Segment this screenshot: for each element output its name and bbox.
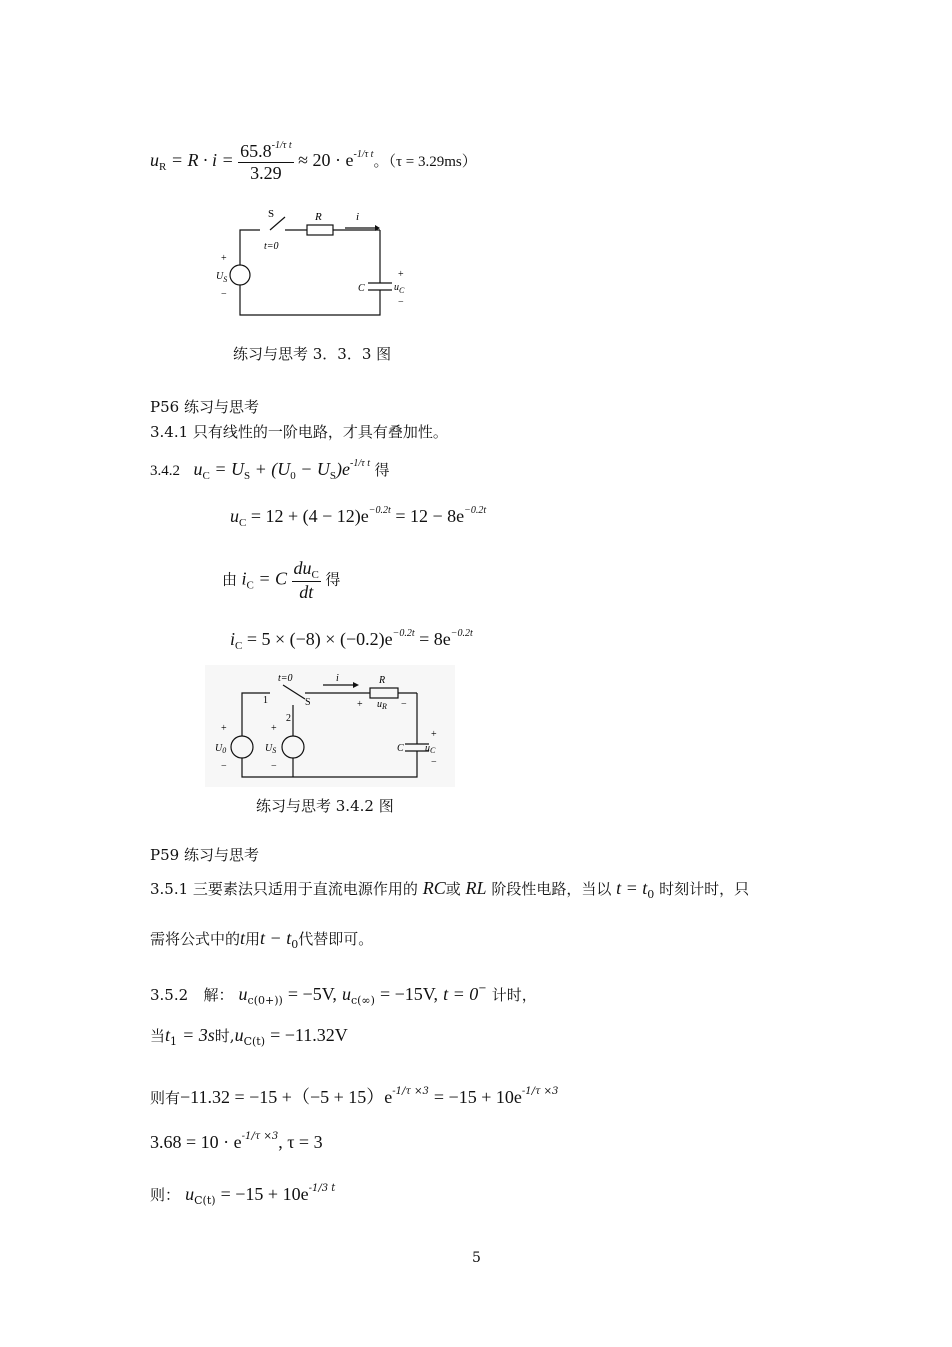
label2-p3: + xyxy=(431,729,437,740)
eq-ic-sub: C xyxy=(246,579,254,592)
eq3b: = −15 + 10e xyxy=(433,1087,522,1107)
label2-minus-ur: − xyxy=(401,699,407,710)
t1-val: = 3s xyxy=(182,1025,215,1045)
label2-m2: − xyxy=(271,761,277,772)
t1-sub: 1 xyxy=(170,1035,178,1048)
label-plus1: + xyxy=(221,253,227,264)
l351-part-e: 代替即可。 xyxy=(298,930,374,948)
dang: 当 xyxy=(150,1027,166,1045)
eq-342-lhs: u xyxy=(193,459,203,479)
eq-342-de: 得 xyxy=(374,463,390,479)
label2-p1: + xyxy=(221,723,227,734)
source-us xyxy=(230,265,250,285)
label2-plus-ur: + xyxy=(357,699,363,710)
l351-yong: 用 xyxy=(245,930,261,948)
eq-uc-lhs: u xyxy=(230,506,239,526)
label-c: C xyxy=(358,283,365,294)
label2-uc: $u_C$ xyxy=(425,743,436,755)
eq4: 3.68 = 10 · e xyxy=(150,1132,242,1152)
fig2-caption: 练习与思考 3.4.2 图 xyxy=(256,797,394,815)
uct: u xyxy=(234,1025,244,1045)
eq-ur-note: 。（τ = 3.29ms） xyxy=(373,154,477,171)
fig1-caption: 练习与思考 3．3．3 图 xyxy=(233,345,392,363)
label2-p2: + xyxy=(271,723,277,734)
l352-u2-sub: c(∞) xyxy=(350,994,375,1007)
p59-line-dang xyxy=(150,1025,348,1048)
eq3b-exp: -1/τ ×3 xyxy=(521,1086,559,1097)
label2-i: i xyxy=(336,673,339,684)
eq5-lhs: u xyxy=(185,1184,195,1204)
eq-ic-you: 由 xyxy=(222,572,238,589)
label-uc: $u_C$ xyxy=(394,282,405,295)
eq-ur-den: 3.29 xyxy=(250,163,282,183)
label2-t0: t=0 xyxy=(278,673,293,684)
resistor-r xyxy=(307,225,333,235)
l351-rc: RC xyxy=(422,878,446,898)
l351-or: 或 xyxy=(445,880,461,898)
wire-left-bottom xyxy=(240,230,380,315)
l352-u1-val: = −5V, xyxy=(287,984,337,1004)
label2-m3: − xyxy=(431,757,437,768)
eq-icres-exp: −0.2t xyxy=(392,628,415,639)
eq-uc-sub: C xyxy=(239,517,247,529)
label2-n2: 2 xyxy=(286,713,291,724)
label2-m1: − xyxy=(221,761,227,772)
eq-uc-rhs: = 12 + (4 − 12)e xyxy=(250,506,369,526)
label-us: $U_S$ xyxy=(216,271,228,284)
eq-342-rhs-sub2: 0 xyxy=(290,470,296,482)
l351-t-eq: t = t xyxy=(616,878,648,898)
eq-342 xyxy=(150,458,390,482)
eq-ic-lhs: i xyxy=(241,568,247,589)
eq3-exp: -1/τ ×3 xyxy=(392,1086,429,1097)
eq-ur-expr: = R · i = xyxy=(170,150,234,171)
eq-ur-fraction xyxy=(238,140,293,184)
eq-icres-sub: C xyxy=(235,640,243,652)
eq-ur-num-exp: -1/τ t xyxy=(271,140,292,151)
label2-u0: $U_0$ xyxy=(215,743,227,755)
label2-c: C xyxy=(397,743,404,754)
l351-t-minus-sub: 0 xyxy=(291,938,299,951)
eq-ic-eq: = C xyxy=(258,568,288,589)
p56-heading: P56 练习与思考 xyxy=(150,398,259,416)
ze: 则： xyxy=(150,1186,181,1204)
eq-ic-den: dt xyxy=(299,582,314,602)
l351-part-c: 时刻计时，只 xyxy=(659,880,750,898)
l351-part-b: 阶段性电路，当以 xyxy=(491,880,612,898)
eq-uc-exp2: −0.2t xyxy=(464,505,487,516)
l351-t-eq-sub: 0 xyxy=(647,888,655,901)
eq-uc-exp: −0.2t xyxy=(368,505,391,516)
circuit-diagram-333 xyxy=(210,205,410,330)
eq-ur-num: 65.8 xyxy=(240,141,272,161)
eq-ur-approx: ≈ 20 · e xyxy=(298,150,354,171)
l352-u2-val: = −15V, xyxy=(380,984,438,1004)
eq-ic-num-sub: C xyxy=(311,569,319,581)
l351-t-var: t xyxy=(240,928,246,948)
eq-342-rhs: = U xyxy=(214,459,244,479)
label-s: S xyxy=(268,208,275,220)
label-minus1: − xyxy=(221,289,227,300)
label2-s: S xyxy=(305,697,311,708)
eq-342-rhs7: )e xyxy=(336,459,351,479)
eq-342-rhs5: − U xyxy=(300,459,330,479)
l352-jie: 解： xyxy=(203,986,234,1004)
eq5-sub: C(t) xyxy=(194,1194,216,1207)
page-number: 5 xyxy=(472,1250,481,1266)
label-i: i xyxy=(356,211,360,223)
eq-icres-lhs: i xyxy=(230,629,236,649)
zeyou: 则有 xyxy=(150,1089,181,1107)
p59-eq5 xyxy=(150,1183,335,1207)
l351-t-minus: t − t xyxy=(260,928,292,948)
label-plus2: + xyxy=(398,269,404,280)
l352-u1: u xyxy=(238,984,248,1004)
label2-us: $U_S$ xyxy=(265,743,277,755)
label-minus2: − xyxy=(398,297,404,308)
eq-ic-result xyxy=(230,628,473,652)
l352-t0: t = 0 xyxy=(443,984,479,1004)
eq-342-num: 3.4.2 xyxy=(150,463,180,479)
p59-eq4 xyxy=(150,1131,323,1153)
l352-num: 3.5.2 xyxy=(150,986,189,1004)
eq5-exp: -1/3 t xyxy=(308,1183,336,1194)
circuit-diagram-342 xyxy=(205,665,455,787)
eq4-exp: -1/τ ×3 xyxy=(241,1131,279,1142)
l352-t0-sup: − xyxy=(478,983,487,994)
eq-ur-exp: -1/τ t xyxy=(353,149,374,161)
eq4b: , τ = 3 xyxy=(278,1132,323,1152)
uct-val: = −11.32V xyxy=(270,1025,348,1045)
eq-342-rhs-sub3: S xyxy=(329,470,337,482)
l351-part-d: 需将公式中的 xyxy=(150,930,241,948)
l352-jishi: 计时， xyxy=(491,986,537,1004)
l351-rl: RL xyxy=(465,878,487,898)
l352-u1-sub: c(0+)) xyxy=(247,994,283,1007)
eq-342-rhs-sub1: S xyxy=(244,470,251,482)
p56-line-341: 3.4.1 只有线性的一阶电路，才具有叠加性。 xyxy=(150,423,448,441)
p59-line-351-cont xyxy=(150,928,373,951)
eq-icres-rhs: = 5 × (−8) × (−0.2)e xyxy=(246,629,393,649)
l352-u2: u xyxy=(341,984,351,1004)
shi: 时, xyxy=(214,1027,235,1045)
label2-n1: 1 xyxy=(263,695,268,706)
p59-line-352 xyxy=(150,983,537,1007)
source-us2 xyxy=(282,736,304,758)
eq-uc-rhs2: = 12 − 8e xyxy=(395,506,465,526)
eq3: −11.32 = −15 +（−5 + 15）e xyxy=(180,1087,393,1107)
eq-342-rhs3: + (U xyxy=(254,459,291,479)
source-u0 xyxy=(231,736,253,758)
eq-uc xyxy=(230,505,486,529)
p59-heading: P59 练习与思考 xyxy=(150,846,259,864)
label-r: R xyxy=(315,211,322,223)
eq-icres-rhs2: = 8e xyxy=(419,629,451,649)
label-t0: t=0 xyxy=(264,241,279,252)
eq-342-lhs-sub: C xyxy=(202,470,210,482)
eq-ur-lhs: u xyxy=(150,150,159,171)
label2-ur: $u_R$ xyxy=(377,699,387,711)
eq-icres-exp2: −0.2t xyxy=(450,628,473,639)
eq-342-exp: -1/τ t xyxy=(350,458,370,469)
l351-part-a: 3.5.1 三要素法只适用于直流电源作用的 xyxy=(150,880,418,898)
eq5: = −15 + 10e xyxy=(220,1184,309,1204)
p59-line-351 xyxy=(150,878,749,901)
t1: t xyxy=(165,1025,171,1045)
p59-eq3 xyxy=(150,1083,558,1109)
eq-ur-lhs-sub: R xyxy=(159,161,167,174)
eq-ic-num: du xyxy=(293,558,312,578)
eq-ic-fraction xyxy=(292,558,321,603)
eq-ic-de: 得 xyxy=(325,572,341,589)
label2-r: R xyxy=(379,675,386,686)
eq-ur xyxy=(150,140,477,184)
uct-sub: C(t) xyxy=(243,1035,265,1048)
eq-ic-def xyxy=(222,558,340,603)
